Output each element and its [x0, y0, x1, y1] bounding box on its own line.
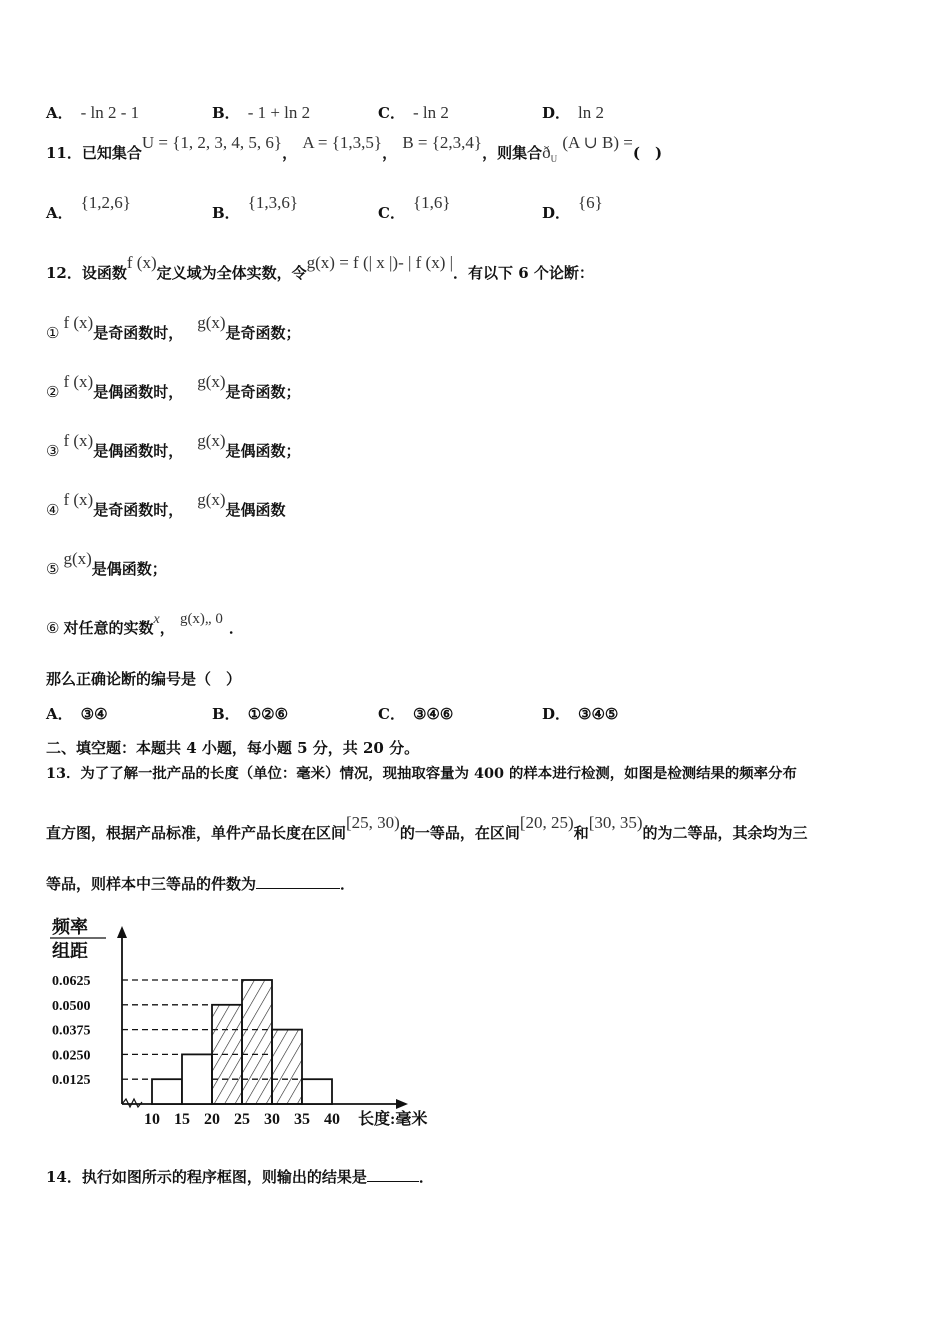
histogram-bar	[302, 1079, 332, 1104]
q12-statement-1: ①f (x)是奇函数时，g(x)是奇函数；	[46, 313, 301, 342]
x-tick-label: 25	[234, 1111, 250, 1128]
set-u: U = {1, 2, 3, 4, 5, 6}	[141, 133, 283, 152]
q14-stem: 14．执行如图所示的程序框图，则输出的结果是 ．	[46, 1168, 434, 1186]
q12-option-a: A． ③④	[46, 705, 108, 723]
q10-option-a: A． - ln 2 - 1	[46, 103, 140, 122]
q12-statement-3: ③f (x)是偶函数时，g(x)是偶函数；	[46, 431, 301, 460]
histogram-bar	[242, 980, 272, 1104]
y-tick-label: 0.0500	[52, 998, 91, 1014]
x-tick-label: 40	[324, 1111, 340, 1128]
q12-statement-4: ④f (x)是奇函数时，g(x)是偶函数	[46, 490, 286, 519]
q12-option-b: B． ①②⑥	[212, 705, 289, 723]
q13-line-1: 13．为了了解一批产品的长度（单位：毫米）情况，现抽取容量为 400 的样本进行检测，如图是检测结果的频率分布	[46, 765, 797, 782]
q12-option-c: C． ③④⑥	[378, 705, 454, 723]
set-a: A = {1,3,5}	[302, 133, 383, 152]
q13-line-2: 直方图，根据产品标准，单件产品长度在区间[25, 30)的一等品，在区间[20, 25)和[30, 35)的为二等品，其余均为三	[46, 813, 808, 842]
q10-option-b: B． - 1 + ln 2	[212, 103, 311, 122]
frequency-histogram	[44, 912, 464, 1134]
q11-option-a: A．{1,2,6}	[46, 193, 131, 222]
answer-blank-14[interactable]	[367, 1181, 419, 1182]
interval-second-grade-a: [20, 25)	[519, 813, 574, 832]
histogram-bar	[272, 1030, 302, 1104]
q12-statement-6: ⑥ 对任意的实数x， g(x)„ 0 ．	[46, 611, 244, 637]
x-tick-label: 20	[204, 1111, 220, 1128]
y-tick-label: 0.0375	[52, 1023, 91, 1039]
y-label-top: 频率	[52, 917, 88, 937]
histogram-bar	[212, 1005, 242, 1104]
histogram-bar	[182, 1054, 212, 1104]
q10-option-c: C． - ln 2	[378, 103, 449, 122]
q13-line-3: 等品，则样本中三等品的件数为 ．	[46, 875, 356, 893]
x-label: 长度:毫米	[358, 1111, 428, 1128]
q11-option-c: C．{1,6}	[378, 193, 451, 222]
interval-first-grade: [25, 30)	[346, 813, 400, 832]
g-definition: g(x) = f (| x |)- | f (x) |	[306, 253, 454, 272]
y-label-bottom: 组距	[52, 941, 88, 961]
axis-break-icon	[122, 1099, 142, 1107]
histogram-bar	[152, 1079, 182, 1104]
interval-second-grade-b: [30, 35)	[588, 813, 643, 832]
y-tick-label: 0.0125	[52, 1073, 91, 1089]
x-tick-label: 35	[294, 1111, 310, 1128]
section-heading: 二、填空题：本题共 4 小题，每小题 5 分，共 20 分。	[46, 739, 420, 757]
q12-statement-5: ⑤g(x)是偶函数；	[46, 549, 167, 578]
answer-blank[interactable]	[256, 888, 340, 889]
q10-option-d: D． ln 2	[542, 103, 604, 122]
q11-stem: 11．已知集合U = {1, 2, 3, 4, 5, 6}， A = {1,3,5}， B = {2,3,4}，则集合$ð_U$ (A ∪ B) =( )	[46, 133, 663, 164]
complement-expr: (A ∪ B) =	[562, 133, 633, 152]
q11-option-b: B．{1,3,6}	[212, 193, 299, 222]
y-tick-label: 0.0250	[52, 1048, 91, 1064]
q12-question: 那么正确论断的编号是（ ）	[46, 670, 242, 688]
q12-stem: 12．设函数f (x)定义域为全体实数，令g(x) = f (| x |)- | f (x) |．有以下 6 个论断：	[46, 253, 594, 282]
q11-option-d: D．{6}	[542, 193, 603, 222]
y-axis-arrow	[117, 926, 127, 938]
q12-option-d: D． ③④⑤	[542, 705, 619, 723]
x-tick-label: 30	[264, 1111, 280, 1128]
y-tick-label: 0.0625	[52, 974, 91, 989]
set-b: B = {2,3,4}	[402, 133, 483, 152]
x-axis-arrow	[396, 1099, 408, 1109]
q12-statement-2: ②f (x)是偶函数时，g(x)是奇函数；	[46, 372, 301, 401]
complement-symbol: ð	[542, 143, 551, 162]
x-tick-label: 15	[174, 1111, 190, 1128]
x-tick-label: 10	[144, 1111, 160, 1128]
